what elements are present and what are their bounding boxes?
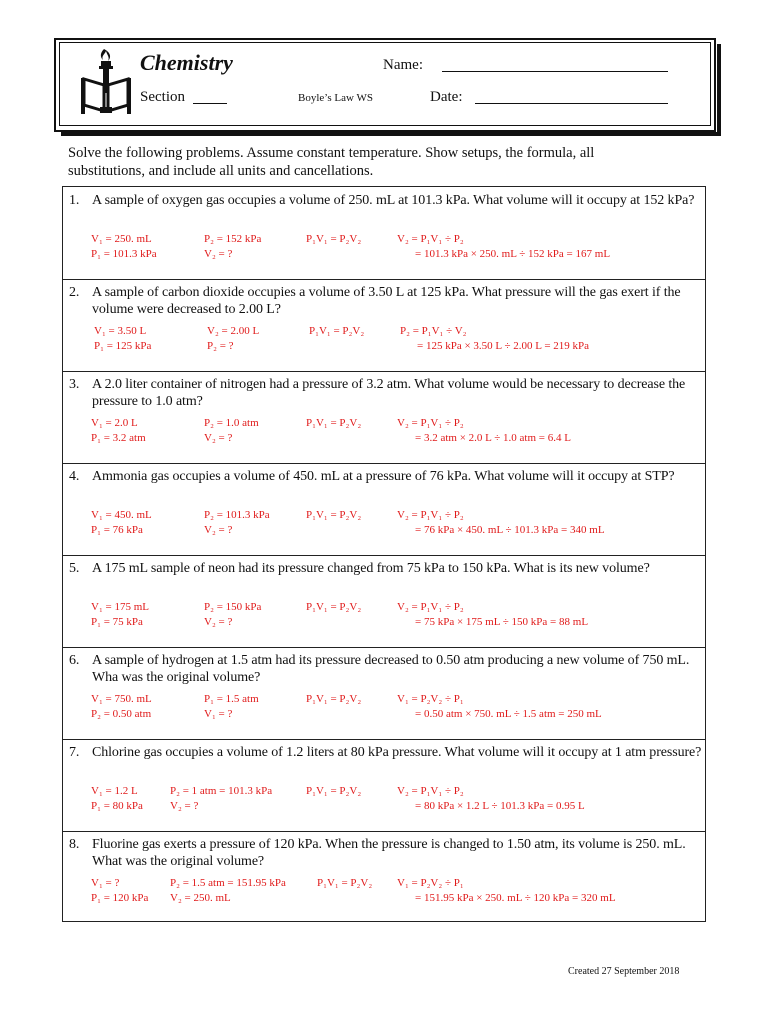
boyles-formula: P₁V₁ = P₂V₂ xyxy=(306,601,362,613)
boyles-formula: P₁V₁ = P₂V₂ xyxy=(306,417,362,429)
problem-item xyxy=(63,831,705,923)
solution-setup: V₂ = P₁V₁ ÷ P₂ xyxy=(397,509,464,521)
section-field-line[interactable] xyxy=(193,103,227,104)
given-col-2 xyxy=(204,600,261,630)
problem-text: A sample of hydrogen at 1.5 atm had its pressure decreased to 0.50 atm producing a new volume of 750 mL. Wha was the original volume? xyxy=(92,653,690,685)
solution-setup: V₂ = P₁V₁ ÷ P₂ xyxy=(397,601,464,613)
problem-item xyxy=(63,371,705,464)
given-line: V₁ = 1.2 L xyxy=(91,785,138,797)
worksheet-label: Boyle’s Law WS xyxy=(298,92,373,104)
given-line: V₂ = ? xyxy=(204,432,233,444)
given-line: V₁ = 2.0 L xyxy=(91,417,138,429)
name-label: Name: xyxy=(383,57,423,73)
problem-number: 7. xyxy=(69,745,80,760)
given-col-1 xyxy=(91,416,146,446)
given-line: P₁ = 125 kPa xyxy=(94,340,152,352)
given-line: V₁ = 250. mL xyxy=(91,233,152,245)
given-line: P₁ = 120 kPa xyxy=(91,892,149,904)
given-col-2 xyxy=(170,876,286,906)
problem-text: A 175 mL sample of neon had its pressure changed from 75 kPa to 150 kPa. What is its new volume? xyxy=(92,561,650,576)
given-line: P₁ = 3.2 atm xyxy=(91,432,146,444)
boyles-formula: P₁V₁ = P₂V₂ xyxy=(306,233,362,245)
problem-item xyxy=(63,279,705,372)
problem-text: Chlorine gas occupies a volume of 1.2 liters at 80 kPa pressure. What volume will it occupy at 1 atm pressure? xyxy=(92,745,702,760)
boyles-formula: P₁V₁ = P₂V₂ xyxy=(306,785,362,797)
problem-item xyxy=(63,187,705,280)
given-col-1 xyxy=(91,692,152,722)
given-line: P₂ = ? xyxy=(207,340,234,352)
solution-result: = 3.2 atm × 2.0 L ÷ 1.0 atm = 6.4 L xyxy=(415,432,571,444)
given-col-1 xyxy=(94,324,151,354)
given-col-1 xyxy=(91,232,157,262)
given-col-1 xyxy=(91,508,152,538)
problem-number: 3. xyxy=(69,377,80,392)
solution-result: = 80 kPa × 1.2 L ÷ 101.3 kPa = 0.95 L xyxy=(415,800,585,812)
date-label: Date: xyxy=(430,89,463,105)
given-line: P₂ = 101.3 kPa xyxy=(204,509,270,521)
solution-result: = 75 kPa × 175 mL ÷ 150 kPa = 88 mL xyxy=(415,616,589,628)
solution-result: = 0.50 atm × 750. mL ÷ 1.5 atm = 250 mL xyxy=(415,708,602,720)
given-line: V₁ = 750. mL xyxy=(91,693,152,705)
given-line: P₂ = 1.5 atm = 151.95 kPa xyxy=(170,877,286,889)
given-line: V₁ = ? xyxy=(204,708,233,720)
problem-text: A sample of oxygen gas occupies a volume of 250. mL at 101.3 kPa. What volume will it occupy at 152 kPa? xyxy=(92,193,695,208)
given-line: P₂ = 1 atm = 101.3 kPa xyxy=(170,785,273,797)
given-col-2 xyxy=(204,508,270,538)
given-line: P₁ = 1.5 atm xyxy=(204,693,259,705)
solution-setup: V₂ = P₁V₁ ÷ P₂ xyxy=(397,417,464,429)
solution-result: = 101.3 kPa × 250. mL ÷ 152 kPa = 167 mL xyxy=(415,248,611,260)
problem-text: A sample of carbon dioxide occupies a volume of 3.50 L at 125 kPa. What pressure will the gas exert if the volume were decreased to 2.00 L? xyxy=(92,285,681,317)
given-line: V₁ = 450. mL xyxy=(91,509,152,521)
solution-setup: V₂ = P₁V₁ ÷ P₂ xyxy=(397,785,464,797)
boyles-formula: P₁V₁ = P₂V₂ xyxy=(306,693,362,705)
given-line: V₂ = ? xyxy=(204,248,233,260)
problem-item xyxy=(63,647,705,740)
given-line: P₁ = 76 kPa xyxy=(91,524,143,536)
footer-created-date: Created 27 September 2018 xyxy=(568,966,680,977)
problem-item xyxy=(63,739,705,832)
section-label: Section xyxy=(140,89,185,105)
problem-list xyxy=(62,186,706,922)
given-line: V₂ = ? xyxy=(204,616,233,628)
given-line: P₂ = 0.50 atm xyxy=(91,708,152,720)
given-col-1 xyxy=(91,784,143,814)
given-col-2 xyxy=(204,416,259,446)
page-title: Chemistry xyxy=(140,50,233,75)
problem-number: 2. xyxy=(69,285,80,300)
solution-setup: V₂ = P₁V₁ ÷ P₂ xyxy=(397,233,464,245)
given-col-2 xyxy=(207,324,259,354)
solution-setup: V₁ = P₂V₂ ÷ P₁ xyxy=(397,877,464,889)
given-line: P₂ = 1.0 atm xyxy=(204,417,259,429)
instructions: Solve the following problems. Assume constant temperature. Show setups, the formula, all substitutions, and include all units and cancellations. xyxy=(68,145,595,179)
given-line: V₂ = 2.00 L xyxy=(207,325,260,337)
solution-result: = 76 kPa × 450. mL ÷ 101.3 kPa = 340 mL xyxy=(415,524,605,536)
problem-number: 1. xyxy=(69,193,80,208)
given-line: P₂ = 152 kPa xyxy=(204,233,262,245)
problem-text: Fluorine gas exerts a pressure of 120 kPa. When the pressure is changed to 1.50 atm, its volume is 250. mL. What was the original volume? xyxy=(92,837,686,869)
solution-setup: P₂ = P₁V₁ ÷ V₂ xyxy=(400,325,467,337)
given-col-2 xyxy=(204,232,261,262)
given-line: V₁ = 175 mL xyxy=(91,601,150,613)
boyles-formula: P₁V₁ = P₂V₂ xyxy=(309,325,365,337)
problem-number: 5. xyxy=(69,561,80,576)
given-line: V₂ = ? xyxy=(204,524,233,536)
given-line: V₂ = ? xyxy=(170,800,199,812)
solution-setup: V₁ = P₂V₂ ÷ P₁ xyxy=(397,693,464,705)
given-line: P₁ = 101.3 kPa xyxy=(91,248,157,260)
given-line: V₁ = 3.50 L xyxy=(94,325,147,337)
solution-result: = 125 kPa × 3.50 L ÷ 2.00 L = 219 kPa xyxy=(417,340,590,352)
problem-item xyxy=(63,463,705,556)
given-col-1 xyxy=(91,876,148,906)
given-col-2 xyxy=(170,784,272,814)
problem-number: 8. xyxy=(69,837,80,852)
given-line: V₁ = ? xyxy=(91,877,120,889)
boyles-formula: P₁V₁ = P₂V₂ xyxy=(306,509,362,521)
given-line: P₂ = 150 kPa xyxy=(204,601,262,613)
given-line: V₂ = 250. mL xyxy=(170,892,231,904)
torch-book-logo-icon xyxy=(80,45,132,119)
name-field-line[interactable] xyxy=(442,71,668,72)
given-col-2 xyxy=(204,692,259,722)
problem-text: Ammonia gas occupies a volume of 450. mL at a pressure of 76 kPa. What volume will it occupy at STP? xyxy=(92,469,675,484)
problem-item xyxy=(63,555,705,648)
date-field-line[interactable] xyxy=(475,103,668,104)
given-col-1 xyxy=(91,600,149,630)
given-line: P₁ = 75 kPa xyxy=(91,616,143,628)
boyles-formula: P₁V₁ = P₂V₂ xyxy=(317,877,373,889)
problem-text: A 2.0 liter container of nitrogen had a pressure of 3.2 atm. What volume would be necessary to decrease the pressure to 1.0 atm? xyxy=(92,377,686,409)
solution-result: = 151.95 kPa × 250. mL ÷ 120 kPa = 320 mL xyxy=(415,892,616,904)
given-line: P₁ = 80 kPa xyxy=(91,800,143,812)
problem-number: 4. xyxy=(69,469,80,484)
problem-number: 6. xyxy=(69,653,80,668)
